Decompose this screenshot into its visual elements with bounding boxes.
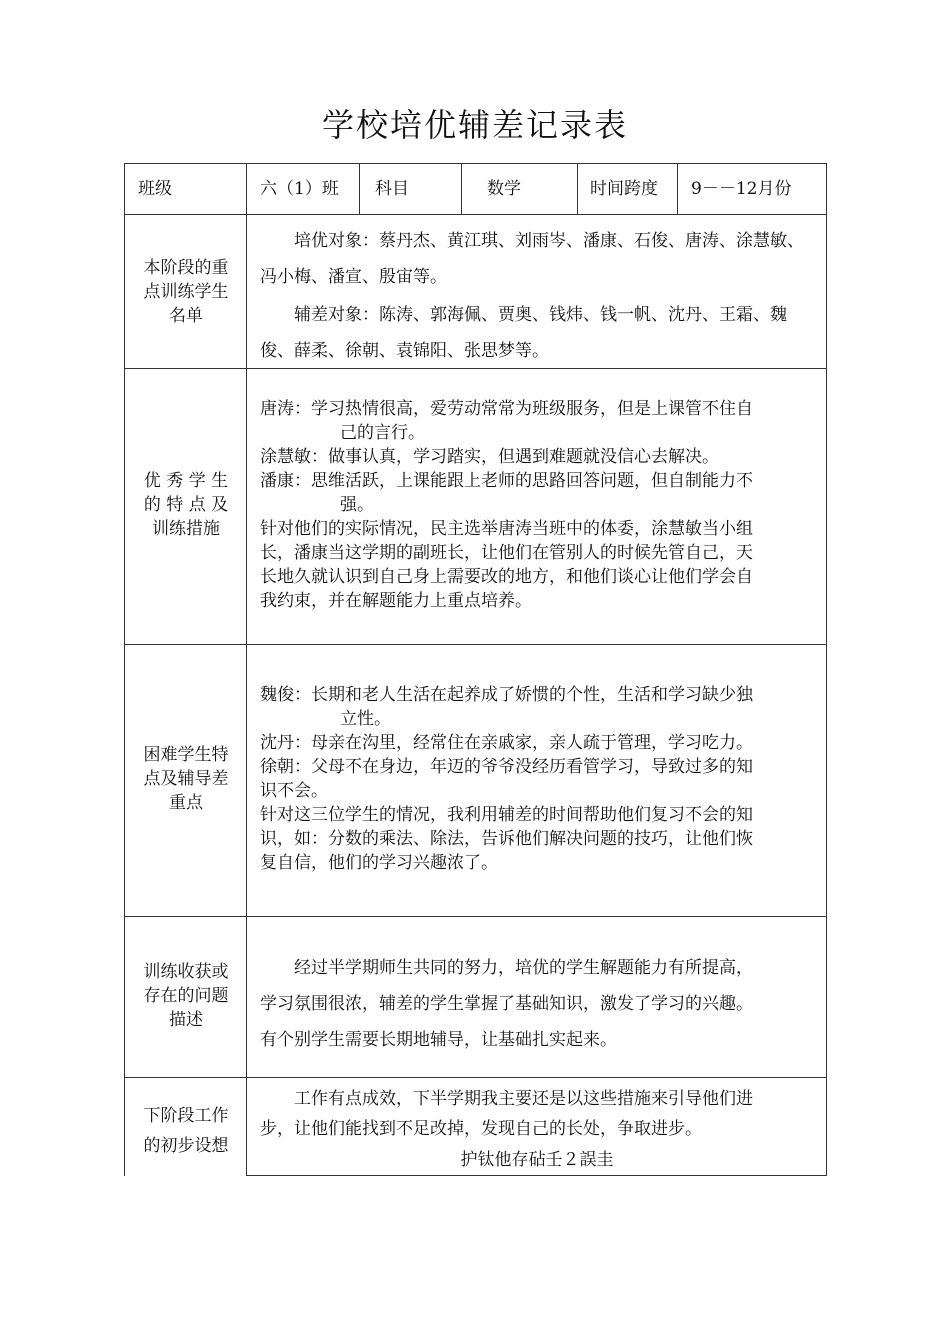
weak-line: 针对这三位学生的情况，我利用辅差的时间帮助他们复习不会的知 — [260, 805, 753, 825]
plan-line: 工作有点成效，下半学期我主要还是以这些措施来引导他们进 — [294, 1089, 753, 1109]
results-line: 学习氛围很浓，辅差的学生掌握了基础知识，激发了学习的兴趣。 — [260, 994, 753, 1014]
measure-line: 长，潘康当这学期的副班长，让他们在管别人的时候先管自己，天 — [260, 543, 753, 563]
row-divider — [124, 214, 827, 215]
label-line: 下阶段工作 — [143, 1106, 229, 1126]
table-border-bottom — [247, 1175, 827, 1176]
row-divider — [124, 916, 827, 917]
next-plan-label — [132, 1101, 240, 1161]
trait-text-cont: 己的言行。 — [340, 423, 425, 443]
label-line: 点及辅导差 — [143, 769, 229, 789]
excellent-students-list: 培优对象：蔡丹杰、黄江琪、刘雨岑、潘康、石俊、唐涛、涂慧敏、冯小梅、潘宣、殷宙等。 — [260, 231, 804, 287]
results-content — [260, 950, 822, 1058]
weak-line: 徐朝：父母不在身边，年迈的爷爷没经历看管学习，导致过多的知 — [260, 757, 753, 777]
period-label: 时间跨度 — [590, 179, 658, 199]
measure-line: 我约束，并在解题能力上重点培养。 — [260, 591, 532, 611]
page-title: 学校培优辅差记录表 — [321, 106, 628, 144]
weak-line: 复自信，他们的学习兴趣浓了。 — [260, 853, 498, 873]
results-label — [132, 960, 240, 1032]
period-value: 9－－12月份 — [691, 179, 792, 199]
label-line: 描述 — [169, 1010, 203, 1030]
header-divider — [359, 163, 360, 215]
excellent-traits-content — [260, 397, 820, 613]
measure-line: 长地久就认识到自己身上需要改的地方，和他们谈心让他们学会自 — [260, 567, 753, 587]
weak-line: 识不会。 — [260, 781, 328, 801]
table-border-top — [124, 163, 827, 164]
trait-text: 涂慧敏：做事认真，学习踏实，但遇到难题就没信心去解决。 — [260, 447, 719, 467]
results-line: 有个别学生需要长期地辅导，让基础扎实起来。 — [260, 1030, 617, 1050]
weak-traits-label — [132, 743, 240, 815]
subject-value: 数学 — [487, 179, 521, 199]
trait-text: 魏俊：长期和老人生活在起养成了娇惯的个性，生活和学习缺少独 — [260, 685, 753, 705]
subject-label: 科目 — [375, 179, 409, 199]
trait-text: 潘康：思维活跃，上课能跟上老师的思路回答问题，但自制能力不 — [260, 471, 753, 491]
label-line: 名单 — [169, 306, 203, 326]
trait-text-cont: 立性。 — [340, 709, 391, 729]
label-line: 点训练学生 — [143, 282, 229, 302]
label-line: 的 特 点 及 — [143, 495, 229, 515]
table-border-right — [826, 163, 827, 1176]
plan-line: 步，让他们能找到不足改掉，发现自己的长处，争取进步。 — [260, 1119, 702, 1139]
header-divider — [677, 163, 678, 215]
trait-entry — [260, 731, 820, 755]
trait-text-cont: 强。 — [340, 495, 374, 515]
label-line: 训练措施 — [152, 519, 220, 539]
results-line: 经过半学期师生共同的努力，培优的学生解题能力有所提高， — [294, 958, 753, 978]
trait-entry — [260, 683, 820, 731]
students-row-label — [132, 256, 240, 328]
label-line: 优 秀 学 生 — [143, 471, 229, 491]
trait-text: 唐涛：学习热情很高，爱劳动常常为班级服务，但是上课管不住自 — [260, 399, 753, 419]
row-divider — [124, 644, 827, 645]
class-label: 班级 — [138, 179, 172, 199]
label-line: 本阶段的重 — [143, 258, 229, 278]
trait-entry — [260, 397, 820, 445]
label-line: 的初步设想 — [143, 1136, 229, 1156]
class-value: 六（1）班 — [260, 179, 339, 199]
header-divider — [461, 163, 462, 215]
label-line: 训练收获或 — [143, 962, 229, 982]
excellent-traits-label — [132, 469, 240, 541]
label-line: 困难学生特 — [143, 745, 229, 765]
row-divider — [124, 1077, 827, 1078]
garbled-footer-text: 护钛他存砧壬２誤圭 — [460, 1150, 614, 1170]
label-line: 存在的问题 — [143, 986, 229, 1006]
trait-entry — [260, 445, 820, 469]
weak-students-list: 辅差对象：陈涛、郭海佩、贾奥、钱炜、钱一帆、沈丹、王霜、魏俊、薛柔、徐朝、袁锦阳、张思梦等。 — [260, 305, 787, 361]
header-divider — [577, 163, 578, 215]
next-plan-content — [260, 1084, 822, 1144]
table-border-left — [124, 163, 125, 1176]
measure-line: 针对他们的实际情况，民主选举唐涛当班中的体委，涂慧敏当小组 — [260, 519, 753, 539]
trait-text: 沈丹：母亲在沟里，经常住在亲戚家，亲人疏于管理，学习吃力。 — [260, 733, 753, 753]
weak-traits-content — [260, 683, 820, 875]
weak-line: 识，如：分数的乘法、除法，告诉他们解决问题的技巧，让他们恢 — [260, 829, 753, 849]
trait-entry — [260, 469, 820, 517]
label-line: 重点 — [169, 793, 203, 813]
column-divider — [246, 163, 247, 1176]
